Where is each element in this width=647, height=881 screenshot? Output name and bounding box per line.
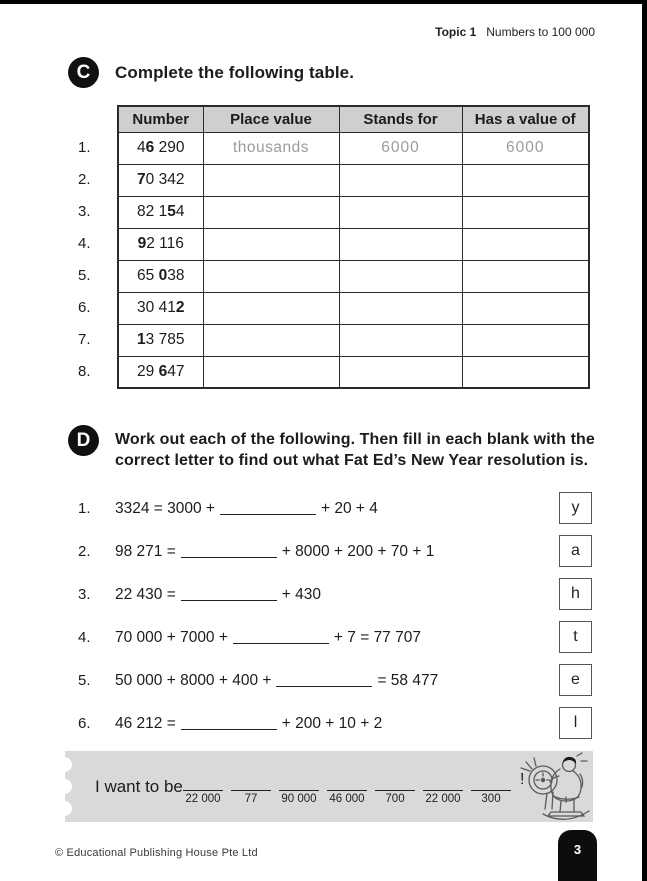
exercise-item: [78, 702, 598, 745]
stands-for-blank-cell: [339, 260, 462, 292]
exercise-item: [78, 659, 598, 702]
letter-box: h: [559, 578, 592, 610]
exercise-item: [78, 487, 598, 530]
answer-blank: [181, 545, 277, 558]
stands-for-blank-cell: [339, 228, 462, 260]
section-d-items: [78, 487, 598, 745]
exercise-item: [78, 573, 598, 616]
number-cell: 70 342: [118, 164, 203, 196]
place-value-blank-cell: [203, 292, 339, 324]
stands-for-blank-cell: [339, 164, 462, 196]
table-row: [118, 324, 589, 356]
answer-blank: [181, 588, 277, 601]
has-a-value-of-blank-cell: [462, 260, 589, 292]
copyright-notice: © Educational Publishing House Pte Ltd: [55, 847, 258, 859]
riddle-blank-line: [375, 775, 415, 791]
section-d-instruction: [115, 429, 610, 471]
letter-box: t: [559, 621, 592, 653]
riddle-prompt: I want to be: [95, 777, 183, 796]
letter-box: y: [559, 492, 592, 524]
section-c-instruction: Complete the following table.: [115, 63, 355, 82]
letter-box: l: [559, 707, 592, 739]
equation-before: 98 271 =: [115, 542, 176, 560]
item-number: 1.: [78, 500, 91, 517]
item-number: 2.: [78, 543, 91, 560]
number-cell: 65 038: [118, 260, 203, 292]
table-row: [118, 196, 589, 228]
page-top-rule: [0, 0, 647, 4]
riddle-blank: [183, 775, 223, 805]
weighing-scale-cartoon-icon: [517, 752, 591, 826]
riddle-blank-line: [231, 775, 271, 791]
table-row-numbers: [78, 132, 91, 388]
topic-label: Topic 1: [435, 25, 477, 39]
number-cell: 13 785: [118, 324, 203, 356]
riddle-blank: [423, 775, 463, 805]
riddle-blank-value: 22 000: [185, 793, 221, 805]
answer-blank: [233, 631, 329, 644]
exercise-item: [78, 530, 598, 573]
riddle-blank-line: [279, 775, 319, 791]
has-a-value-of-blank-cell: [462, 164, 589, 196]
col-header-has-a-value-of: Has a value of: [462, 106, 589, 132]
exercise-item: [78, 616, 598, 659]
col-header-place-value: Place value: [203, 106, 339, 132]
riddle-banner: [65, 751, 593, 822]
place-value-blank-cell: [203, 164, 339, 196]
item-number: 6.: [78, 715, 91, 732]
riddle-blanks: [183, 771, 524, 805]
equation-after: + 20 + 4: [321, 499, 378, 517]
stands-for-blank-cell: [339, 196, 462, 228]
item-number: 3.: [78, 586, 91, 603]
riddle-blank: [375, 775, 415, 805]
table-row: [118, 260, 589, 292]
item-number: 4.: [78, 629, 91, 646]
row-number: 5.: [78, 267, 91, 284]
letter-box: e: [559, 664, 592, 696]
riddle-blank: [279, 775, 319, 805]
place-value-blank-cell: [203, 260, 339, 292]
letter-box: a: [559, 535, 592, 567]
row-number: 2.: [78, 171, 91, 188]
place-value-table: [117, 105, 590, 389]
riddle-blank-value: 90 000: [281, 793, 317, 805]
table-row: [118, 356, 589, 388]
row-number: 8.: [78, 363, 91, 380]
stands-for-answer: 6000: [339, 132, 462, 164]
riddle-blank: [231, 775, 271, 805]
number-cell: 29 647: [118, 356, 203, 388]
item-number: 5.: [78, 672, 91, 689]
riddle-blank-value: 300: [481, 793, 501, 805]
topic-title: Numbers to 100 000: [486, 25, 595, 39]
riddle-blank-line: [183, 775, 223, 791]
row-number: 4.: [78, 235, 91, 252]
riddle-blank-value: 700: [385, 793, 405, 805]
riddle-blank-value: 46 000: [329, 793, 365, 805]
binder-scallop: [57, 757, 72, 772]
binder-scallop: [57, 801, 72, 816]
stands-for-blank-cell: [339, 324, 462, 356]
equation-before: 3324 = 3000 +: [115, 499, 215, 517]
answer-blank: [220, 502, 316, 515]
equation-after: + 7 = 77 707: [333, 628, 421, 646]
col-header-number: Number: [118, 106, 203, 132]
col-header-stands-for: Stands for: [339, 106, 462, 132]
answer-blank: [181, 717, 277, 730]
table-row: [118, 164, 589, 196]
stands-for-blank-cell: [339, 356, 462, 388]
riddle-blank-value: 77: [244, 793, 258, 805]
has-a-value-of-blank-cell: [462, 196, 589, 228]
running-head: [435, 25, 595, 39]
table-row: [118, 292, 589, 324]
riddle-blank-line: [327, 775, 367, 791]
page-number-tab: 3: [558, 830, 597, 881]
section-d-instruction-line2: correct letter to find out what Fat Ed’s New Year resolution is.: [115, 452, 589, 469]
riddle-blank-line: [423, 775, 463, 791]
has-a-value-of-blank-cell: [462, 292, 589, 324]
equation-after: + 8000 + 200 + 70 + 1: [281, 542, 435, 560]
place-value-answer: thousands: [203, 132, 339, 164]
row-number: 7.: [78, 331, 91, 348]
exclamation-mark: !: [520, 771, 525, 788]
row-number: 6.: [78, 299, 91, 316]
place-value-blank-cell: [203, 324, 339, 356]
number-cell: 30 412: [118, 292, 203, 324]
answer-blank: [276, 674, 372, 687]
place-value-blank-cell: [203, 196, 339, 228]
equation-before: 50 000 + 8000 + 400 +: [115, 671, 272, 689]
riddle-blank-value: 22 000: [425, 793, 461, 805]
riddle-blank: [471, 775, 511, 805]
section-d-badge: D: [68, 425, 99, 456]
section-c-badge: C: [68, 57, 99, 88]
table-header-row: [118, 106, 589, 132]
equation-after: = 58 477: [377, 671, 439, 689]
table-row: [118, 228, 589, 260]
row-number: 1.: [78, 139, 91, 156]
equation-after: + 430: [281, 585, 322, 603]
has-a-value-of-blank-cell: [462, 356, 589, 388]
has-a-value-of-answer: 6000: [462, 132, 589, 164]
row-number: 3.: [78, 203, 91, 220]
has-a-value-of-blank-cell: [462, 228, 589, 260]
table-row: [118, 132, 589, 164]
stands-for-blank-cell: [339, 292, 462, 324]
equation-before: 70 000 + 7000 +: [115, 628, 228, 646]
riddle-blank: [327, 775, 367, 805]
binder-scallop: [57, 779, 72, 794]
place-value-blank-cell: [203, 356, 339, 388]
equation-before: 22 430 =: [115, 585, 176, 603]
section-d-instruction-line1: Work out each of the following. Then fill in each blank with the: [115, 431, 595, 448]
has-a-value-of-blank-cell: [462, 324, 589, 356]
riddle-blank-line: [471, 775, 511, 791]
page-right-rule: [642, 0, 647, 881]
number-cell: 92 116: [118, 228, 203, 260]
place-value-blank-cell: [203, 228, 339, 260]
equation-after: + 200 + 10 + 2: [281, 714, 383, 732]
equation-before: 46 212 =: [115, 714, 176, 732]
number-cell: 82 154: [118, 196, 203, 228]
number-cell: 46 290: [118, 132, 203, 164]
